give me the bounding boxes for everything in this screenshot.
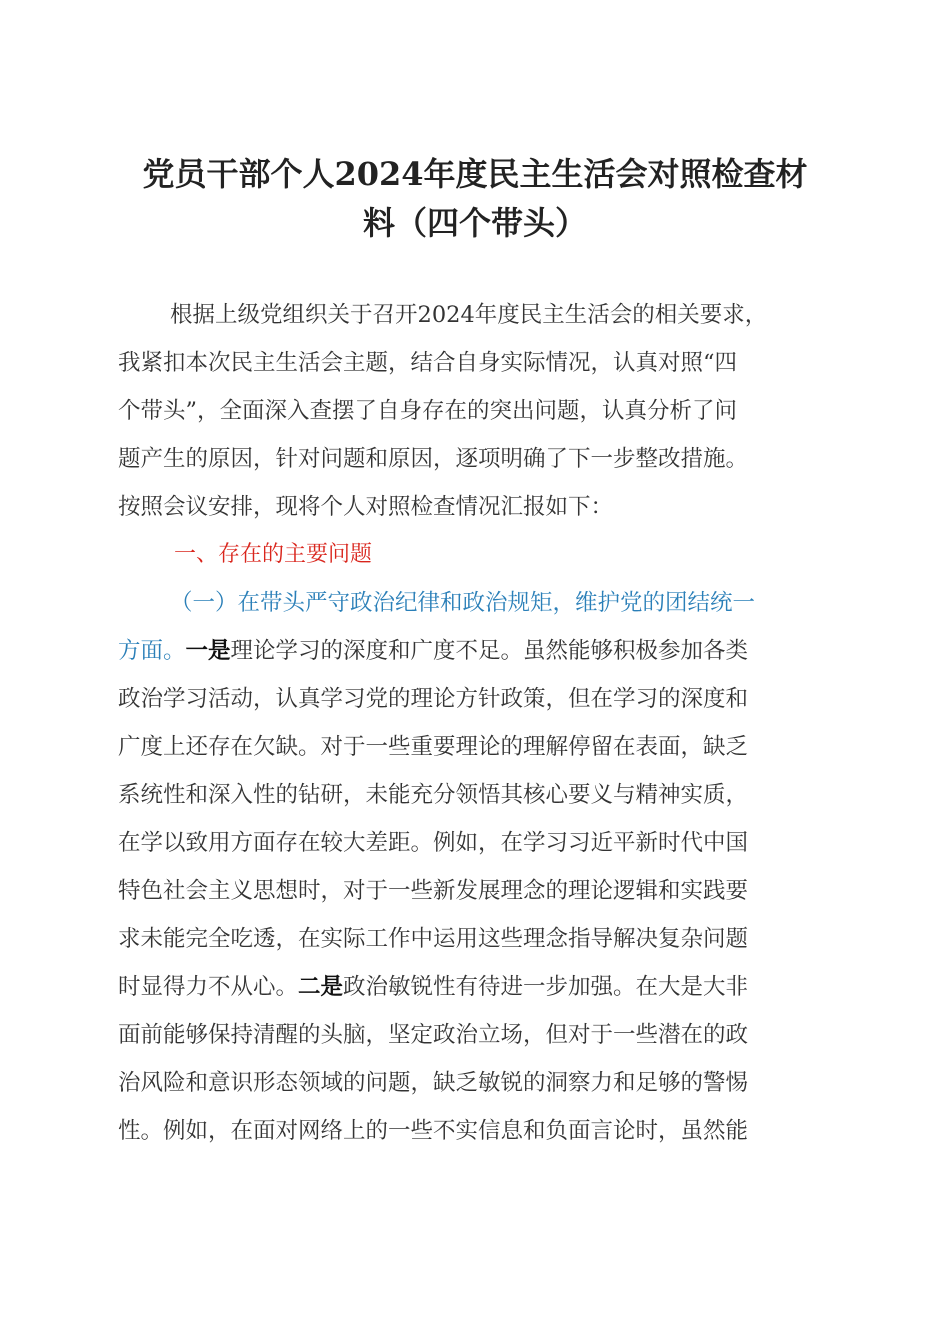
document-title bbox=[100, 150, 850, 248]
title-line-1: 党员干部个人2024年度民主生活会对照检查材 bbox=[142, 155, 808, 193]
intro-line: 我紧扣本次民主生活会主题，结合自身实际情况，认真对照“四 bbox=[118, 350, 738, 376]
paragraph-line: 性。例如，在面对网络上的一些不实信息和负面言论时，虽然能 bbox=[118, 1118, 749, 1144]
paragraph-line: 求未能完全吃透，在实际工作中运用这些理念指导解决复杂问题 bbox=[118, 926, 749, 952]
subsection-heading-end: 方面。 bbox=[118, 638, 186, 664]
point-label: 一是 bbox=[185, 638, 231, 664]
intro-line: 个带头”，全面深入查摆了自身存在的突出问题，认真分析了问 bbox=[118, 398, 738, 424]
paragraph-line: 特色社会主义思想时，对于一些新发展理念的理论逻辑和实践要 bbox=[118, 878, 749, 904]
paragraph-line: 在学以致用方面存在较大差距。例如，在学习习近平新时代中国 bbox=[118, 830, 749, 856]
point-label: 二是 bbox=[298, 974, 344, 1000]
paragraph-line: 政治学习活动，认真学习党的理论方针政策，但在学习的深度和 bbox=[118, 686, 749, 712]
paragraph-line: 治风险和意识形态领域的问题，缺乏敏锐的洞察力和足够的警惕 bbox=[118, 1070, 749, 1096]
paragraph-line: 系统性和深入性的钻研，未能充分领悟其核心要义与精神实质， bbox=[118, 782, 749, 808]
document-body bbox=[118, 291, 818, 1155]
intro-line: 根据上级党组织关于召开2024年度民主生活会的相关要求， bbox=[170, 302, 768, 328]
title-line-2: 料（四个带头） bbox=[362, 204, 587, 242]
intro-line: 题产生的原因，针对问题和原因，逐项明确了下一步整改措施。 bbox=[118, 446, 749, 472]
point-text: 时显得力不从心。 bbox=[118, 974, 299, 1000]
paragraph-line bbox=[118, 963, 818, 1011]
point-text: 理论学习的深度和广度不足。虽然能够积极参加各类 bbox=[230, 638, 749, 664]
point-text: 政治敏锐性有待进一步加强。在大是大非 bbox=[343, 974, 749, 1000]
section-heading: 一、存在的主要问题 bbox=[174, 542, 373, 567]
subsection-heading: （一）在带头严守政治纪律和政治规矩，维护党的团结统一 bbox=[170, 590, 756, 616]
paragraph-line: 面前能够保持清醒的头脑，坚定政治立场，但对于一些潜在的政 bbox=[118, 1022, 749, 1048]
paragraph-line bbox=[118, 627, 818, 675]
paragraph-line: 广度上还存在欠缺。对于一些重要理论的理解停留在表面，缺乏 bbox=[118, 734, 749, 760]
intro-line: 按照会议安排，现将个人对照检查情况汇报如下： bbox=[118, 494, 614, 520]
